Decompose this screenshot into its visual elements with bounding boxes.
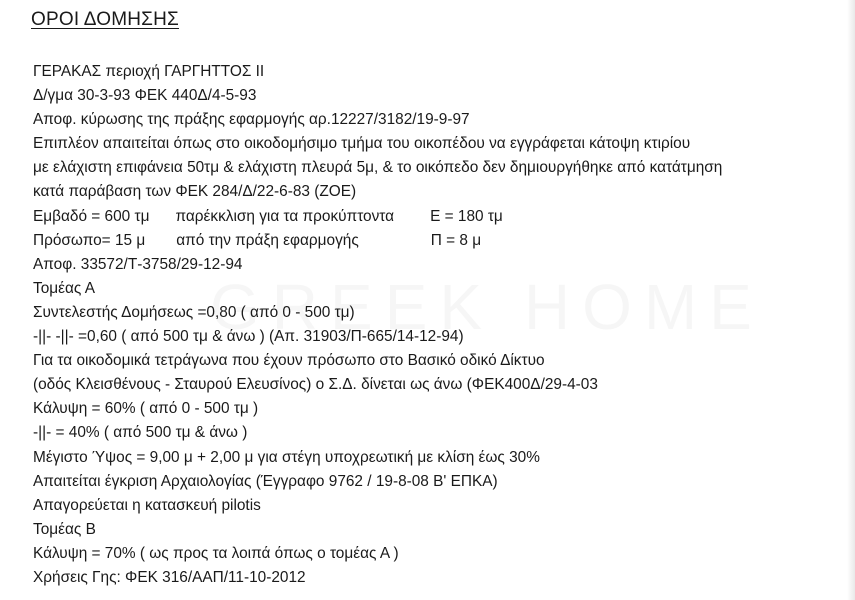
line-ratification: Αποφ. κύρωσης της πράξης εφαρμογής αρ.12227/3182/19-9-97: [33, 111, 470, 129]
line-requirement-3: κατά παράβαση των ΦΕΚ 284/Δ/22-6-83 (ΖΟΕ): [33, 183, 357, 201]
sector-a-heading: Τομέας Α: [33, 279, 96, 297]
line-pilotis: Απαγορεύεται η κατασκευή pilotis: [33, 496, 261, 514]
document-body: [33, 60, 848, 590]
line-max-height: Μέγιστο Ύψος = 9,00 μ + 2,00 μ για στέγη υποχρεωτική με κλίση έως 30%: [33, 448, 540, 466]
line-building-coefficient-1: Συντελεστής Δομήσεως =0,80 ( από 0 - 500 τμ): [33, 303, 355, 321]
line-road-network-1: Για τα οικοδομικά τετράγωνα που έχουν πρόσωπο στο Βασικό οδικό Δίκτυο: [33, 352, 545, 370]
page-edge-shadow: [847, 0, 855, 600]
line-archaeology: Απαιτείται έγκριση Αρχαιολογίας (Έγγραφο 9762 / 19-8-08 Β' ΕΠΚΑ): [33, 472, 498, 490]
line-decree: Δ/γμα 30-3-93 ΦΕΚ 440Δ/4-5-93: [33, 87, 257, 105]
area-exception-value: Ε = 180 τμ: [430, 207, 503, 225]
line-decision: Αποφ. 33572/Τ-3758/29-12-94: [33, 255, 243, 273]
line-sector-b-coverage: Κάλυψη = 70% ( ως προς τα λοιπά όπως ο τομέας Α ): [33, 544, 399, 562]
line-road-network-2: (οδός Κλεισθένους - Σταυρού Ελευσίνος) ο Σ.Δ. δίνεται ως άνω (ΦΕΚ400Δ/29-4-03: [33, 376, 598, 394]
frontage-source: από την πράξη εφαρμογής: [176, 231, 359, 249]
line-frontage: [33, 229, 848, 253]
frontage-value: Πρόσωπο= 15 μ: [33, 231, 146, 249]
line-requirement-1: Επιπλέον απαιτείται όπως στο οικοδομήσιμο τμήμα του οικοπέδου να εγγράφεται κάτοψη κτιρίου: [33, 135, 691, 153]
line-land-uses: Χρήσεις Γης: ΦΕΚ 316/ΑΑΠ/11-10-2012: [33, 568, 306, 586]
line-coverage-2: -||- = 40% ( από 500 τμ & άνω ): [33, 424, 248, 442]
area-exception: παρέκκλιση για τα προκύπτοντα: [175, 207, 395, 225]
sector-b-heading: Τομέας Β: [33, 520, 96, 538]
line-area-name: ΓΕΡΑΚΑΣ περιοχή ΓΑΡΓΗΤΤΟΣ ΙΙ: [33, 63, 265, 80]
line-area: [33, 205, 848, 229]
page-title: ΟΡΟΙ ΔΟΜΗΣΗΣ: [31, 9, 179, 30]
line-coverage-1: Κάλυψη = 60% ( από 0 - 500 τμ ): [33, 400, 259, 418]
line-building-coefficient-2: -||- -||- =0,60 ( από 500 τμ & άνω ) (Απ. 31903/Π-665/14-12-94): [33, 328, 464, 346]
area-value: Εμβαδό = 600 τμ: [33, 207, 150, 225]
frontage-exception-value: Π = 8 μ: [430, 231, 482, 249]
line-requirement-2: με ελάχιστη επιφάνεια 50τμ & ελάχιστη πλευρά 5μ, & το οικόπεδο δεν δημιουργήθηκε από κατάτμηση: [33, 159, 723, 177]
